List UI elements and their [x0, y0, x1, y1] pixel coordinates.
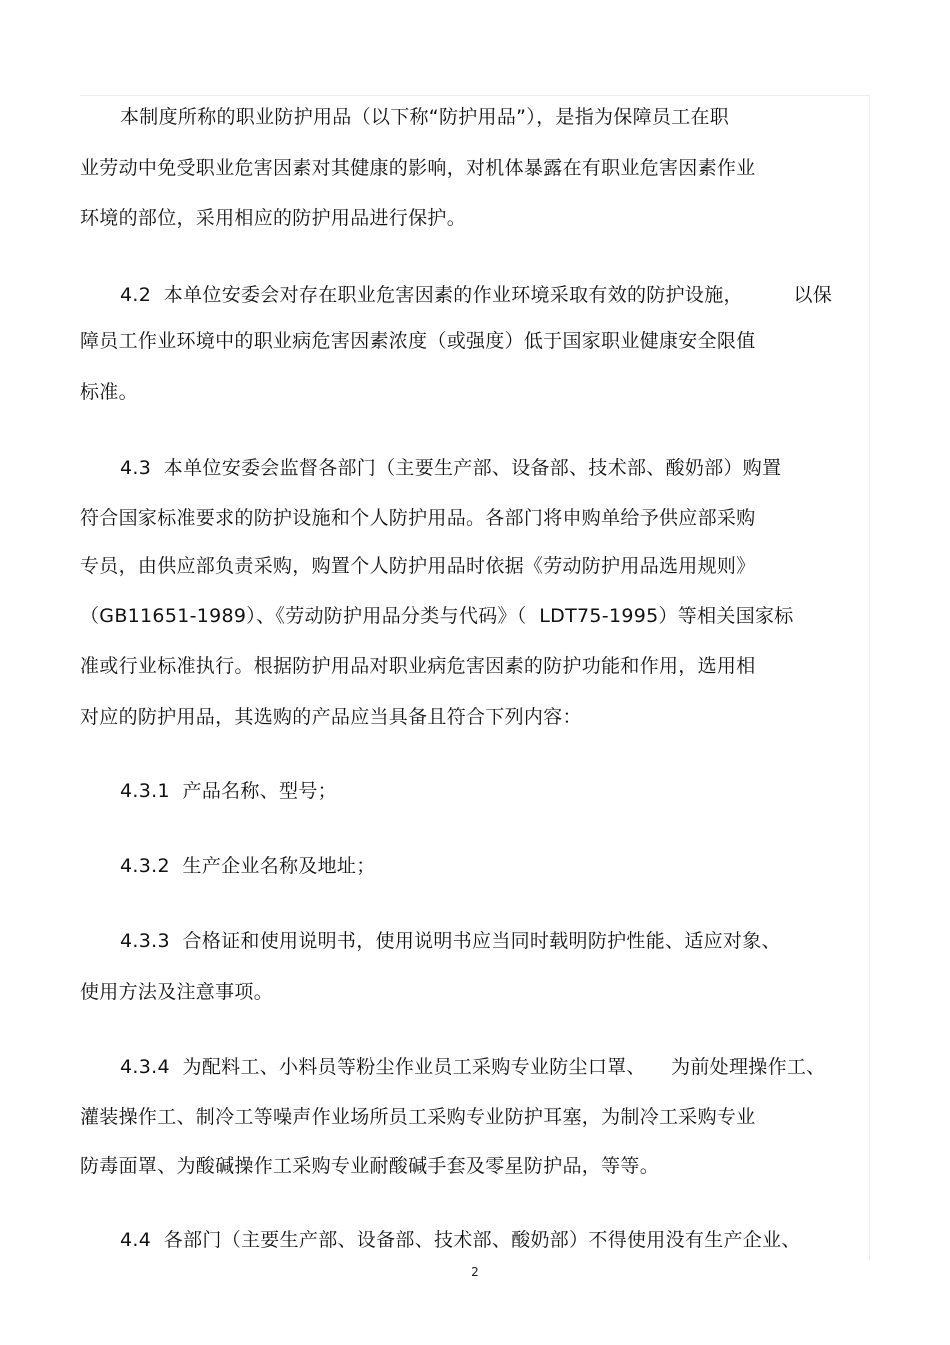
text-line: （GB11651-1989）、《劳动防护用品分类与代码》（ LDT75-1995）等相关国家标	[80, 605, 794, 627]
text-line: 4.3.4 为配料工、小料员等粉尘作业员工采购专业防尘口罩、 为前处理操作工、	[120, 1056, 826, 1078]
text-line: 4.2 本单位安委会对存在职业危害因素的作业环境采取有效的防护设施， 以保	[120, 284, 833, 306]
text-line: 防毒面罩、为酸碱操作工采购专业耐酸碱手套及零星防护品，等等。	[80, 1155, 660, 1177]
page-number: 2	[471, 1265, 479, 1279]
text-line: 环境的部位，采用相应的防护用品进行保护。	[80, 207, 467, 229]
text-line: 符合国家标准要求的防护设施和个人防护用品。各部门将申购单给予供应部采购	[80, 507, 756, 529]
text-line: 对应的防护用品，其选购的产品应当具备且符合下列内容：	[80, 706, 582, 728]
text-line: 4.3 本单位安委会监督各部门（主要生产部、设备部、技术部、酸奶部）购置	[120, 457, 782, 479]
text-line: 灌装操作工、制冷工等噪声作业场所员工采购专业防护耳塞，为制冷工采购专业	[80, 1106, 756, 1128]
text-line: 4.4 各部门（主要生产部、设备部、技术部、酸奶部）不得使用没有生产企业、	[120, 1229, 801, 1251]
text-line: 准或行业标准执行。根据防护用品对职业病危害因素的防护功能和作用，选用相	[80, 655, 756, 677]
text-line: 使用方法及注意事项。	[80, 981, 274, 1003]
text-line: 障员工作业环境中的职业病危害因素浓度（或强度）低于国家职业健康安全限值	[80, 330, 756, 352]
page-border-top	[80, 95, 870, 96]
text-line: 4.3.2 生产企业名称及地址；	[120, 855, 376, 877]
text-line: 4.3.3 合格证和使用说明书，使用说明书应当同时载明防护性能、适应对象、	[120, 930, 781, 952]
page-border-right	[869, 95, 870, 1260]
text-line: 4.3.1 产品名称、型号；	[120, 780, 337, 802]
text-line: 专员，由供应部负责采购，购置个人防护用品时依据《劳动防护用品选用规则》	[80, 555, 756, 577]
text-line: 业劳动中免受职业危害因素对其健康的影响，对机体暴露在有职业危害因素作业	[80, 157, 756, 179]
text-line: 标准。	[80, 381, 138, 403]
text-line: 本制度所称的职业防护用品（以下称“防护用品”），是指为保障员工在职	[120, 106, 730, 128]
